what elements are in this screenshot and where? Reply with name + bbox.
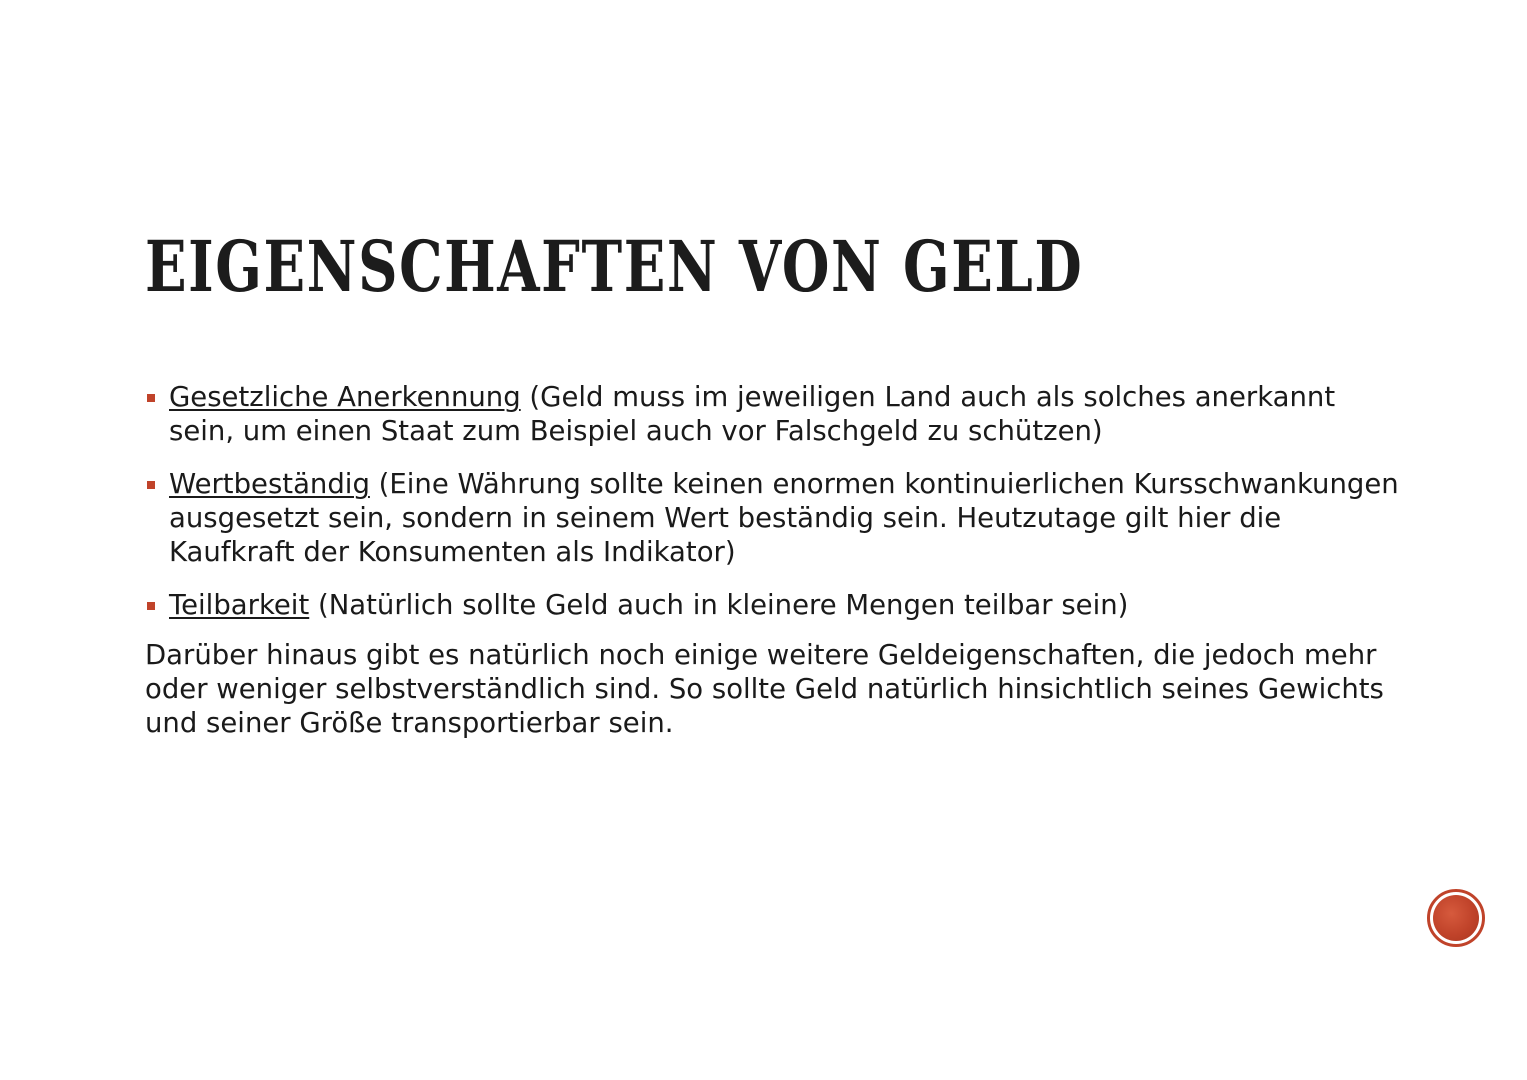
bullet-list <box>145 380 1405 622</box>
slide-title: EIGENSCHAFTEN VON GELD <box>145 225 1084 308</box>
square-bullet-icon <box>147 481 155 489</box>
bullet-text: (Geld muss im jeweiligen Land auch als solches anerkannt sein, um einen Staat zum Beispiel auch vor Falschgeld zu schützen) <box>169 381 1336 447</box>
bullet-item <box>145 380 1405 448</box>
bullet-term: Teilbarkeit <box>169 589 310 621</box>
bullet-term: Wertbeständig <box>169 468 370 500</box>
square-bullet-icon <box>147 602 155 610</box>
body-paragraph: Darüber hinaus gibt es natürlich noch einige weitere Geldeigenschaften, die jedoch mehr oder weniger selbstverständlich sind. So sollte Geld natürlich hinsichtlich seines Gewichts und seiner Größe transportierbar sein. <box>145 639 1384 739</box>
bullet-item <box>145 467 1405 569</box>
circle-badge-icon <box>1427 889 1485 947</box>
bullet-text: (Natürlich sollte Geld auch in kleinere Mengen teilbar sein) <box>309 589 1129 621</box>
slide-content <box>145 380 1405 740</box>
circle-badge-fill <box>1433 895 1479 941</box>
bullet-term: Gesetzliche Anerkennung <box>169 381 521 413</box>
bullet-text: (Eine Währung sollte keinen enormen kontinuierlichen Kursschwankungen ausgesetzt sein, sondern in seinem Wert beständig sein. Heutzutage gilt hier die Kaufkraft der Konsumenten als Indikator) <box>169 468 1399 568</box>
bullet-item <box>145 588 1405 622</box>
square-bullet-icon <box>147 394 155 402</box>
